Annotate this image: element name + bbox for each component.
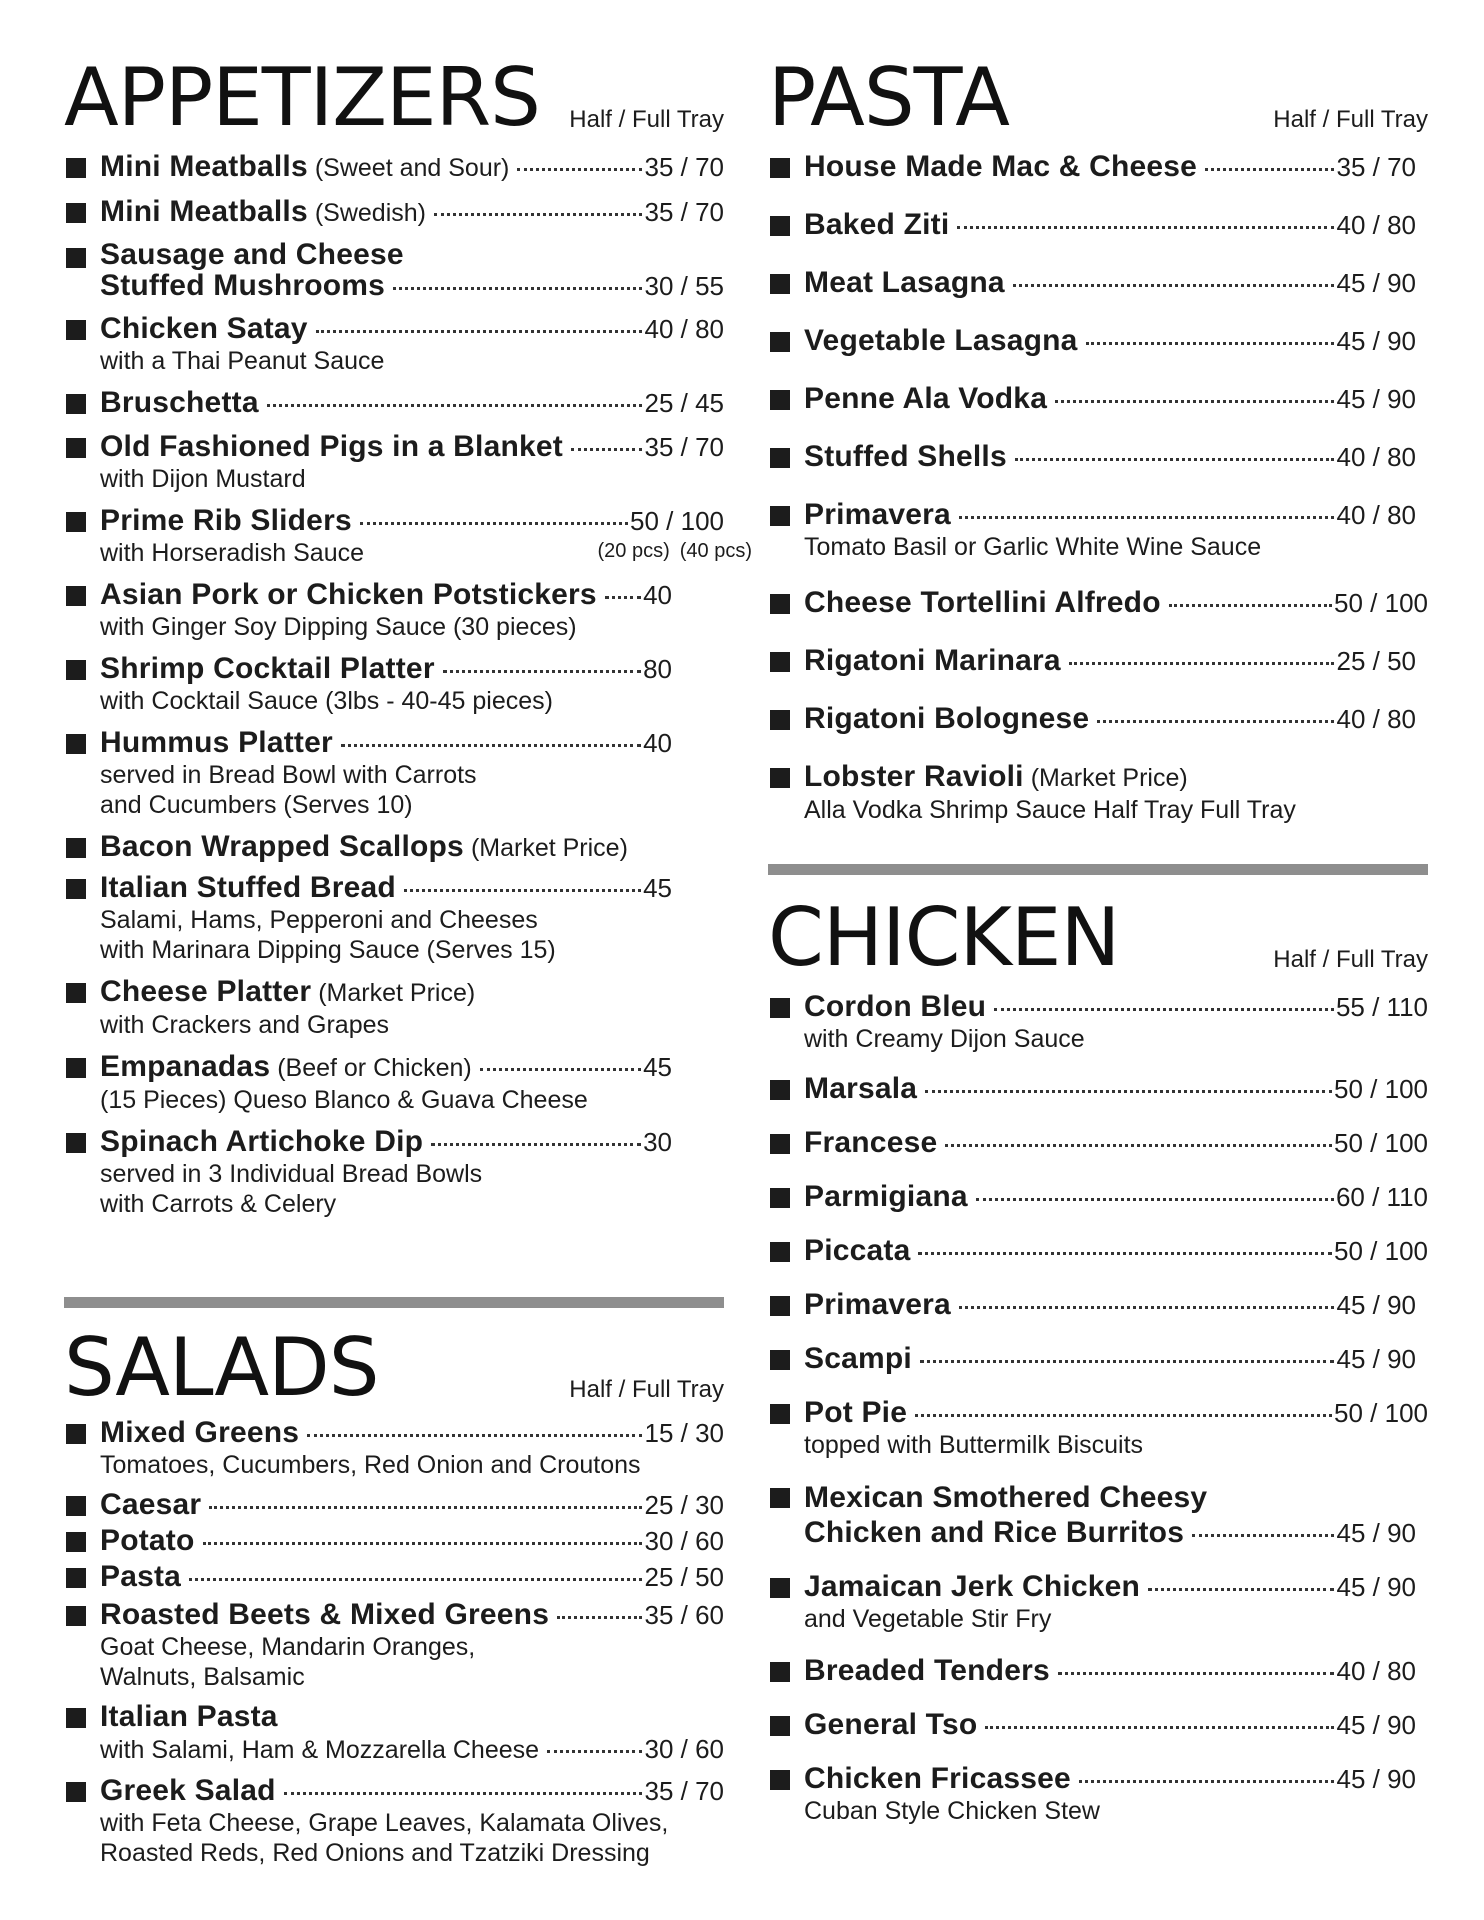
item-name: Chicken Satay — [100, 312, 308, 345]
item-price: 25 / 50 — [1336, 646, 1416, 676]
item-price: 60 / 110 — [1335, 1182, 1428, 1212]
dot-leader — [1169, 604, 1332, 607]
dot-leader — [945, 1144, 1332, 1147]
menu-item — [64, 975, 724, 1040]
item-name: Scampi — [804, 1342, 912, 1375]
bullet-square-icon — [66, 838, 86, 858]
dot-leader — [1079, 1780, 1335, 1783]
item-price: 45 — [643, 1052, 672, 1082]
item-price: 50 / 100 — [630, 506, 724, 536]
item-price: 40 / 80 — [1336, 500, 1416, 530]
bullet-square-icon — [66, 1058, 86, 1078]
dot-leader — [1069, 662, 1335, 665]
item-description: with Creamy Dijon Sauce — [804, 1025, 1085, 1053]
item-name: Marsala — [804, 1072, 918, 1105]
bullet-square-icon — [66, 320, 86, 340]
item-name: Rigatoni Bolognese — [804, 702, 1090, 735]
item-description-line2: with Carrots & Celery — [100, 1190, 337, 1218]
item-price: 55 / 110 — [1335, 992, 1428, 1022]
bullet-square-icon — [66, 734, 86, 754]
item-description: Salami, Hams, Pepperoni and Cheeses — [100, 906, 538, 934]
bullet-square-icon — [770, 652, 790, 672]
dot-leader — [209, 1506, 642, 1509]
item-price: 50 / 100 — [1334, 1236, 1428, 1266]
item-price: 45 / 90 — [1336, 1344, 1416, 1374]
item-price: 50 / 100 — [1334, 1128, 1428, 1158]
bullet-square-icon — [770, 1242, 790, 1262]
item-name: Mixed Greens — [100, 1416, 300, 1449]
item-note: (Sweet and Sour) — [314, 154, 510, 182]
dot-leader — [557, 1616, 642, 1619]
dot-leader — [341, 744, 641, 747]
dot-leader — [1055, 400, 1334, 403]
menu-item — [64, 1488, 724, 1522]
item-name: Mini Meatballs — [100, 195, 308, 228]
menu-item — [64, 1774, 724, 1868]
menu-item — [64, 652, 724, 716]
item-name: Empanadas — [100, 1050, 271, 1083]
menu-item — [768, 1762, 1428, 1826]
menu-item — [64, 240, 724, 302]
item-note: (Market Price) — [318, 979, 476, 1007]
bullet-square-icon — [66, 512, 86, 532]
item-price: 40 / 80 — [1336, 442, 1416, 472]
menu-item — [768, 382, 1428, 416]
item-note: (Market Price) — [470, 834, 628, 862]
item-description: Tomato Basil or Garlic White Wine Sauce — [804, 533, 1262, 561]
bullet-square-icon — [66, 983, 86, 1003]
menu-item — [64, 1700, 724, 1766]
item-description: with Dijon Mustard — [100, 465, 306, 493]
item-description: with Ginger Soy Dipping Sauce (30 pieces) — [100, 613, 577, 641]
menu-item — [768, 1180, 1428, 1214]
item-description: with Feta Cheese, Grape Leaves, Kalamata Olives, — [100, 1809, 669, 1837]
item-name: Cheese Platter — [100, 975, 312, 1008]
item-note: (Market Price) — [1030, 764, 1188, 792]
menu-item — [768, 1072, 1428, 1106]
item-name: Mini Meatballs — [100, 150, 308, 183]
item-price: 35 / 70 — [644, 152, 724, 182]
dot-leader — [571, 448, 643, 451]
menu-item — [768, 990, 1428, 1054]
dot-leader — [1058, 1672, 1335, 1675]
dot-leader — [1148, 1588, 1334, 1591]
dot-leader — [1013, 284, 1335, 287]
bullet-square-icon — [770, 1134, 790, 1154]
appetizers-header — [64, 50, 724, 144]
dot-leader — [985, 1726, 1334, 1729]
dot-leader — [443, 670, 641, 673]
item-price: 50 / 100 — [1334, 1398, 1428, 1428]
item-description: and Vegetable Stir Fry — [804, 1605, 1052, 1633]
dot-leader — [393, 287, 642, 290]
item-price: 45 / 90 — [1336, 1764, 1416, 1794]
item-price: 40 — [643, 580, 672, 610]
item-price: 15 / 30 — [644, 1418, 724, 1448]
item-price: 35 / 70 — [644, 432, 724, 462]
item-name-line2: Chicken and Rice Burritos — [804, 1516, 1185, 1549]
dot-leader — [267, 404, 643, 407]
item-price: 35 / 70 — [644, 197, 724, 227]
bullet-square-icon — [770, 998, 790, 1018]
piece-counts — [588, 540, 753, 563]
item-name: Hummus Platter — [100, 726, 333, 759]
menu-item — [64, 430, 724, 494]
menu-item — [768, 324, 1428, 358]
item-name: Mexican Smothered Cheesy — [804, 1481, 1208, 1514]
menu-item — [768, 1234, 1428, 1268]
item-description: with a Thai Peanut Sauce — [100, 347, 385, 375]
menu-item — [768, 208, 1428, 242]
dot-leader — [1015, 458, 1335, 461]
dot-leader — [976, 1198, 1334, 1201]
bullet-square-icon — [770, 1770, 790, 1790]
menu-item — [64, 386, 724, 420]
menu-item — [64, 312, 724, 376]
dot-leader — [959, 1306, 1335, 1309]
menu-item — [64, 578, 724, 642]
bullet-square-icon — [66, 1133, 86, 1153]
pcs-full: (40 pcs) — [679, 540, 752, 562]
dot-leader — [547, 1750, 642, 1753]
item-name: Primavera — [804, 1288, 951, 1321]
salads-title: SALADS — [64, 1321, 379, 1414]
item-note: (Beef or Chicken) — [277, 1054, 472, 1082]
item-description: Tomatoes, Cucumbers, Red Onion and Croutons — [100, 1451, 641, 1479]
pasta-list — [768, 150, 1428, 837]
item-price: 45 / 90 — [1336, 268, 1416, 298]
dot-leader — [1086, 342, 1335, 345]
bullet-square-icon — [66, 438, 86, 458]
item-description: with Crackers and Grapes — [100, 1011, 390, 1039]
chicken-tray-label: Half / Full Tray — [1273, 946, 1428, 973]
item-name: Greek Salad — [100, 1774, 276, 1807]
item-price: 40 / 80 — [1336, 210, 1416, 240]
bullet-square-icon — [66, 879, 86, 899]
item-name: House Made Mac & Cheese — [804, 150, 1198, 183]
item-name: Piccata — [804, 1234, 911, 1267]
item-description: Cuban Style Chicken Stew — [804, 1797, 1100, 1825]
bullet-square-icon — [770, 274, 790, 294]
bullet-square-icon — [770, 1296, 790, 1316]
pasta-header — [768, 50, 1428, 144]
salads-list — [64, 1416, 724, 1880]
item-price: 45 / 90 — [1336, 1518, 1416, 1548]
bullet-square-icon — [770, 1662, 790, 1682]
item-description: with Cocktail Sauce (3lbs - 40-45 pieces) — [100, 687, 553, 715]
menu-item — [64, 1560, 724, 1594]
salads-header — [64, 1320, 724, 1414]
item-name: Caesar — [100, 1488, 202, 1521]
dot-leader — [480, 1068, 641, 1071]
item-price: 35 / 60 — [644, 1600, 724, 1630]
appetizers-list — [64, 150, 752, 1229]
bullet-square-icon — [770, 1350, 790, 1370]
bullet-square-icon — [770, 1404, 790, 1424]
item-name: Parmigiana — [804, 1180, 968, 1213]
item-name: Pot Pie — [804, 1396, 908, 1429]
bullet-square-icon — [770, 594, 790, 614]
menu-item — [768, 498, 1428, 562]
bullet-square-icon — [66, 1424, 86, 1444]
item-note: (Swedish) — [314, 199, 426, 227]
item-name: Meat Lasagna — [804, 266, 1005, 299]
bullet-square-icon — [770, 390, 790, 410]
item-name: Breaded Tenders — [804, 1654, 1050, 1687]
bullet-square-icon — [770, 506, 790, 526]
item-name: Shrimp Cocktail Platter — [100, 652, 435, 685]
item-price: 40 / 80 — [644, 314, 724, 344]
bullet-square-icon — [770, 332, 790, 352]
bullet-square-icon — [770, 1578, 790, 1598]
menu-item — [64, 1050, 724, 1115]
item-price: 40 — [643, 728, 672, 758]
bullet-square-icon — [770, 768, 790, 788]
section-divider — [768, 864, 1428, 875]
menu-item — [768, 440, 1428, 474]
menu-item — [64, 726, 724, 820]
dot-leader — [915, 1414, 1332, 1417]
menu-item — [768, 1708, 1428, 1742]
item-name: Stuffed Shells — [804, 440, 1007, 473]
item-name: Italian Pasta — [100, 1700, 278, 1733]
item-price: 35 / 70 — [644, 1776, 724, 1806]
bullet-square-icon — [770, 448, 790, 468]
menu-item — [64, 1416, 724, 1480]
bullet-square-icon — [66, 158, 86, 178]
item-price: 50 / 100 — [1334, 588, 1428, 618]
item-price: 80 — [643, 654, 672, 684]
pasta-tray-label: Half / Full Tray — [1273, 106, 1428, 133]
dot-leader — [434, 213, 642, 216]
menu-item — [768, 1654, 1428, 1688]
item-name: Cordon Bleu — [804, 990, 987, 1023]
dot-leader — [920, 1360, 1335, 1363]
item-price: 30 / 55 — [644, 271, 724, 301]
item-description: with Horseradish Sauce — [100, 539, 365, 567]
menu-item — [768, 1342, 1428, 1376]
item-name: Potato — [100, 1524, 195, 1557]
dot-leader — [307, 1434, 642, 1437]
item-description: (15 Pieces) Queso Blanco & Guava Cheese — [100, 1086, 588, 1114]
bullet-square-icon — [66, 1496, 86, 1516]
dot-leader — [918, 1252, 1332, 1255]
menu-item — [64, 150, 724, 185]
menu-item — [768, 1396, 1428, 1460]
item-name: General Tso — [804, 1708, 978, 1741]
item-name: Bruschetta — [100, 386, 259, 419]
item-price: 30 / 60 — [644, 1734, 724, 1764]
item-price: 50 / 100 — [1334, 1074, 1428, 1104]
dot-leader — [925, 1090, 1332, 1093]
item-name-line2: Stuffed Mushrooms — [100, 269, 386, 302]
bullet-square-icon — [770, 1716, 790, 1736]
item-description: topped with Buttermilk Biscuits — [804, 1431, 1144, 1459]
item-name: Spinach Artichoke Dip — [100, 1125, 424, 1158]
bullet-square-icon — [66, 394, 86, 414]
appetizers-title: APPETIZERS — [64, 51, 540, 144]
dot-leader — [316, 330, 643, 333]
bullet-square-icon — [66, 1532, 86, 1552]
dot-leader — [957, 226, 1334, 229]
menu-item — [768, 266, 1428, 300]
item-name: Prime Rib Sliders — [100, 504, 352, 537]
dot-leader — [360, 522, 628, 525]
dot-leader — [189, 1578, 642, 1581]
item-description-line2: and Cucumbers (Serves 10) — [100, 791, 413, 819]
item-price: 30 — [643, 1127, 672, 1157]
item-name: Jamaican Jerk Chicken — [804, 1570, 1141, 1603]
item-name: Penne Ala Vodka — [804, 382, 1048, 415]
item-description: Goat Cheese, Mandarin Oranges, — [100, 1633, 476, 1661]
chicken-header — [768, 890, 1428, 984]
item-price: 25 / 50 — [644, 1562, 724, 1592]
bullet-square-icon — [66, 203, 86, 223]
menu-item — [64, 195, 724, 230]
item-name: Baked Ziti — [804, 208, 950, 241]
chicken-title: CHICKEN — [768, 891, 1120, 984]
dot-leader — [517, 168, 642, 171]
item-price: 40 / 80 — [1336, 704, 1416, 734]
pasta-title: PASTA — [768, 51, 1010, 144]
item-price: 30 / 60 — [644, 1526, 724, 1556]
item-price: 45 / 90 — [1336, 1290, 1416, 1320]
item-name: Old Fashioned Pigs in a Blanket — [100, 430, 563, 463]
bullet-square-icon — [66, 248, 86, 268]
dot-leader — [605, 596, 641, 599]
menu-item — [64, 1598, 724, 1692]
dot-leader — [284, 1792, 643, 1795]
item-price: 45 / 90 — [1336, 326, 1416, 356]
bullet-square-icon — [770, 710, 790, 730]
pcs-half: (20 pcs) — [597, 540, 670, 562]
menu-item — [64, 830, 724, 865]
menu-item — [768, 1126, 1428, 1160]
item-name: Primavera — [804, 498, 951, 531]
item-price: 45 / 90 — [1336, 384, 1416, 414]
menu-item — [768, 586, 1428, 620]
menu-item — [64, 871, 724, 965]
item-price: 40 / 80 — [1336, 1656, 1416, 1686]
dot-leader — [1205, 168, 1334, 171]
item-description: served in Bread Bowl with Carrots — [100, 761, 477, 789]
item-name: Sausage and Cheese — [100, 238, 404, 271]
dot-leader — [203, 1542, 643, 1545]
menu-item — [768, 1480, 1428, 1550]
item-price: 25 / 45 — [644, 388, 724, 418]
item-name: Asian Pork or Chicken Potstickers — [100, 578, 597, 611]
bullet-square-icon — [66, 1782, 86, 1802]
dot-leader — [404, 889, 641, 892]
dot-leader — [1097, 720, 1334, 723]
bullet-square-icon — [66, 586, 86, 606]
menu-item — [64, 1125, 724, 1219]
item-name: Chicken Fricassee — [804, 1762, 1071, 1795]
bullet-square-icon — [66, 660, 86, 680]
menu-item — [768, 1288, 1428, 1322]
item-name: Bacon Wrapped Scallops — [100, 830, 464, 863]
chicken-list — [768, 990, 1428, 1838]
section-divider — [64, 1297, 724, 1308]
item-description: with Salami, Ham & Mozzarella Cheese — [100, 1736, 540, 1764]
item-description: served in 3 Individual Bread Bowls — [100, 1160, 483, 1188]
item-description-line2: with Marinara Dipping Sauce (Serves 15) — [100, 936, 556, 964]
dot-leader — [1192, 1534, 1334, 1537]
item-description: Alla Vodka Shrimp Sauce Half Tray Full Tray — [804, 796, 1296, 824]
item-price: 35 / 70 — [1336, 152, 1416, 182]
bullet-square-icon — [66, 1606, 86, 1626]
bullet-square-icon — [770, 216, 790, 236]
bullet-square-icon — [66, 1708, 86, 1728]
menu-item — [64, 1524, 724, 1558]
item-name: Vegetable Lasagna — [804, 324, 1078, 357]
bullet-square-icon — [770, 1080, 790, 1100]
bullet-square-icon — [66, 1568, 86, 1588]
item-price: 25 / 30 — [644, 1490, 724, 1520]
dot-leader — [431, 1143, 641, 1146]
menu-item — [768, 702, 1428, 736]
item-name: Roasted Beets & Mixed Greens — [100, 1598, 550, 1631]
menu-item — [768, 1570, 1428, 1634]
item-name: Lobster Ravioli — [804, 760, 1024, 793]
menu-item — [768, 644, 1428, 678]
menu-item — [64, 504, 752, 568]
item-name: Italian Stuffed Bread — [100, 871, 396, 904]
salads-tray-label: Half / Full Tray — [569, 1376, 724, 1403]
menu-item — [768, 760, 1428, 825]
menu-item — [768, 150, 1428, 184]
item-price: 45 / 90 — [1336, 1710, 1416, 1740]
item-name: Pasta — [100, 1560, 182, 1593]
dot-leader — [994, 1008, 1334, 1011]
bullet-square-icon — [770, 1488, 790, 1508]
item-name: Rigatoni Marinara — [804, 644, 1061, 677]
item-description-line2: Roasted Reds, Red Onions and Tzatziki Dressing — [100, 1839, 650, 1867]
bullet-square-icon — [770, 1188, 790, 1208]
item-name: Cheese Tortellini Alfredo — [804, 586, 1161, 619]
dot-leader — [959, 516, 1335, 519]
bullet-square-icon — [770, 158, 790, 178]
appetizers-tray-label: Half / Full Tray — [569, 106, 724, 133]
item-price: 45 — [643, 873, 672, 903]
item-price: 45 / 90 — [1336, 1572, 1416, 1602]
item-name: Francese — [804, 1126, 938, 1159]
item-description-line2: Walnuts, Balsamic — [100, 1663, 305, 1691]
